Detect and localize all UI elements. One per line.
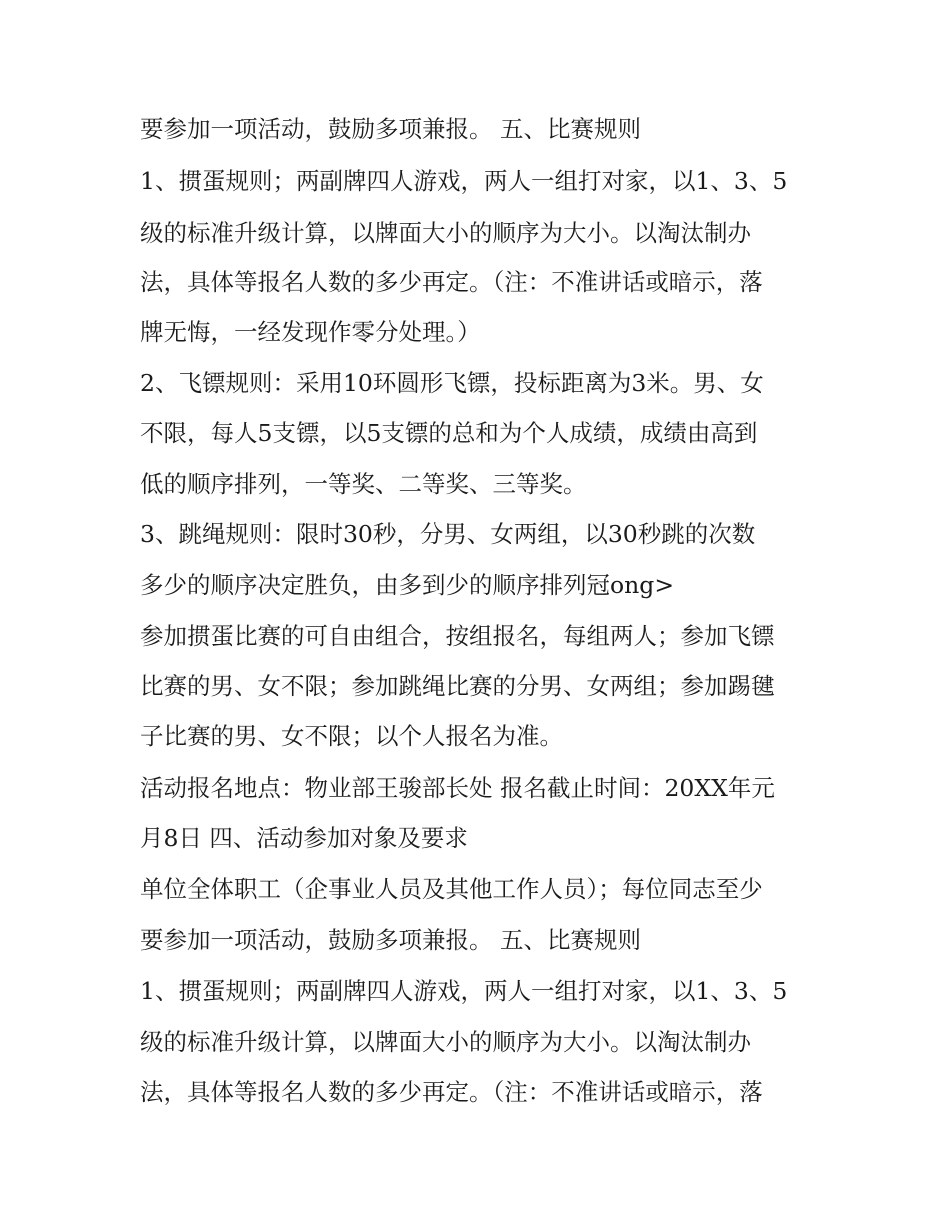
text-line: 要参加一项活动，鼓励多项兼报。 五、比赛规则 <box>140 115 641 143</box>
text-line: 要参加一项活动，鼓励多项兼报。 五、比赛规则 <box>140 926 641 954</box>
text-line: 单位全体职工（企事业人员及其他工作人员）；每位同志至少 <box>140 875 763 903</box>
text-line: 月8日 四、活动参加对象及要求 <box>140 824 468 852</box>
text-line: 不限，每人5支镖，以5支镖的总和为个人成绩，成绩由高到 <box>140 419 758 447</box>
text-line: 2、飞镖规则：采用10环圆形飞镖，投标距离为3米。男、女 <box>140 369 764 397</box>
text-line: 3、跳绳规则：限时30秒，分男、女两组，以30秒跳的次数 <box>140 520 756 548</box>
text-line: 比赛的男、女不限；参加跳绳比赛的分男、女两组；参加踢毽 <box>140 672 775 700</box>
text-line: 法，具体等报名人数的多少再定。（注：不准讲话或暗示，落 <box>140 1078 763 1106</box>
text-line: 多少的顺序决定胜负，由多到少的顺序排列冠ong> <box>140 571 675 599</box>
text-line: 1、掼蛋规则；两副牌四人游戏，两人一组打对家，以1、3、5 <box>140 977 788 1005</box>
text-line: 1、掼蛋规则；两副牌四人游戏，两人一组打对家，以1、3、5 <box>140 167 788 195</box>
text-line: 级的标准升级计算，以牌面大小的顺序为大小。以淘汰制办 <box>140 1028 751 1056</box>
text-line: 活动报名地点：物业部王骏部长处 报名截止时间：20XX年元 <box>140 774 775 802</box>
text-line: 法，具体等报名人数的多少再定。（注：不准讲话或暗示，落 <box>140 268 763 296</box>
text-line: 牌无悔，一经发现作零分处理。） <box>140 318 481 346</box>
text-line: 参加掼蛋比赛的可自由组合，按组报名，每组两人；参加飞镖 <box>140 622 775 650</box>
text-line: 低的顺序排列，一等奖、二等奖、三等奖。 <box>140 470 587 498</box>
text-line: 子比赛的男、女不限；以个人报名为准。 <box>140 722 563 750</box>
text-line: 级的标准升级计算，以牌面大小的顺序为大小。以淘汰制办 <box>140 219 751 247</box>
